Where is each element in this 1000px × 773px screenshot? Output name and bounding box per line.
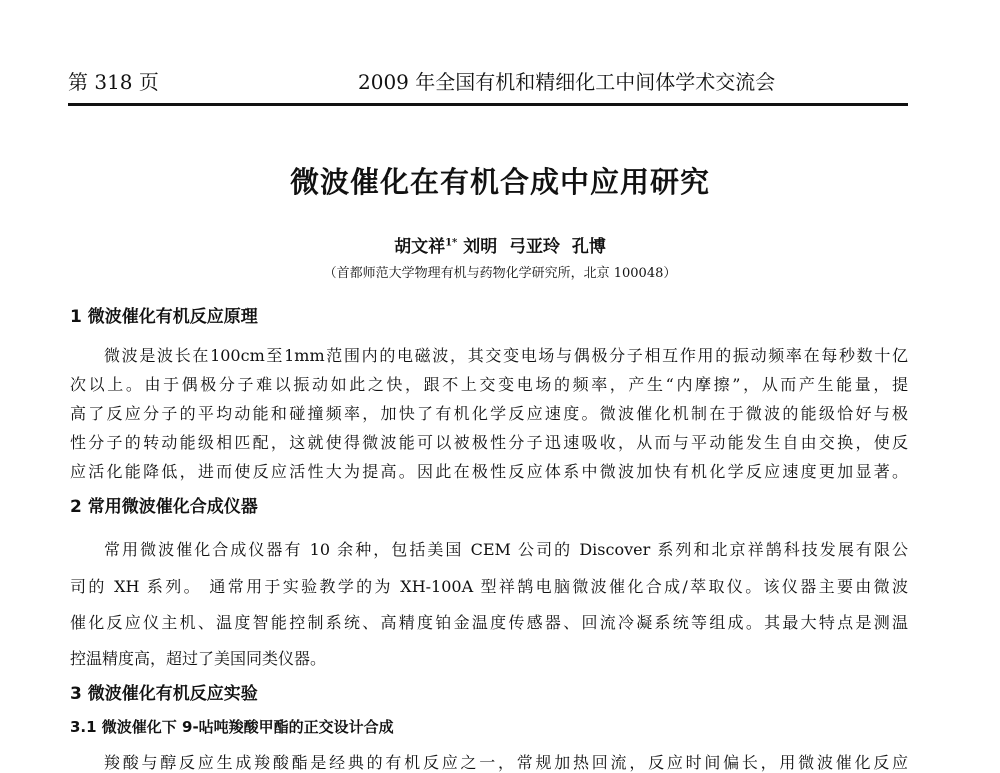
section-heading: 1 微波催化有机反应原理 xyxy=(70,307,258,327)
other-authors: 刘明 弓亚玲 孔博 xyxy=(463,237,606,257)
paragraph-line: 高了反应分子的平均动能和碰撞频率，加快了有机化学反应速度。微波催化机制在于微波的能级恰好与极 xyxy=(70,404,908,423)
paragraph-line: 性分子的转动能级相匹配，这就使得微波能可以被极性分子迅速吸收，从而与平动能发生自由交换，使反 xyxy=(70,433,908,452)
paragraph-line: 应活化能降低，进而使反应活性大为提高。因此在极性反应体系中微波加快有机化学反应速度更加显著。 xyxy=(70,462,908,481)
paragraph-line: 司的 XH 系列。 通常用于实验教学的为 XH-100A 型祥鹄电脑微波催化合成/萃取仪。该仪器主要由微波 xyxy=(70,577,908,596)
paragraph-line: 控温精度高，超过了美国同类仪器。 xyxy=(70,649,327,668)
author-mark: 1* xyxy=(445,237,458,249)
paragraph-line: 羧酸与醇反应生成羧酸酯是经典的有机反应之一，常规加热回流，反应时间偏长，用微波催化反应 xyxy=(104,753,908,772)
paragraph-line: 常用微波催化合成仪器有 10 余种，包括美国 CEM 公司的 Discover 系列和北京祥鹄科技发展有限公 xyxy=(104,540,908,559)
paragraph-line: 次以上。由于偶极分子难以振动如此之快，跟不上交变电场的频率，产生“内摩擦”，从而产生能量，提 xyxy=(70,375,908,394)
conference-name: 2009 年全国有机和精细化工中间体学术交流会 xyxy=(358,70,776,94)
first-author: 胡文祥 xyxy=(394,237,446,257)
page-number: 第 318 页 xyxy=(68,70,159,94)
paper-title: 微波催化在有机合成中应用研究 xyxy=(289,165,710,199)
section-heading: 3 微波催化有机反应实验 xyxy=(70,684,258,704)
section-heading: 2 常用微波催化合成仪器 xyxy=(70,497,258,517)
authors xyxy=(0,232,1000,257)
paragraph-line: 微波是波长在100cm至1mm范围内的电磁波，其交变电场与偶极分子相互作用的振动频率在每秒数十亿 xyxy=(104,346,908,365)
header-rule xyxy=(68,103,908,106)
paragraph-line: 催化反应仪主机、温度智能控制系统、高精度铂金温度传感器、回流冷凝系统等组成。其最大特点是测温 xyxy=(70,613,908,632)
affiliation: （首都师范大学物理有机与药物化学研究所，北京 100048） xyxy=(323,266,677,281)
subsection-heading: 3.1 微波催化下 9-呫吨羧酸甲酯的正交设计合成 xyxy=(70,718,394,736)
